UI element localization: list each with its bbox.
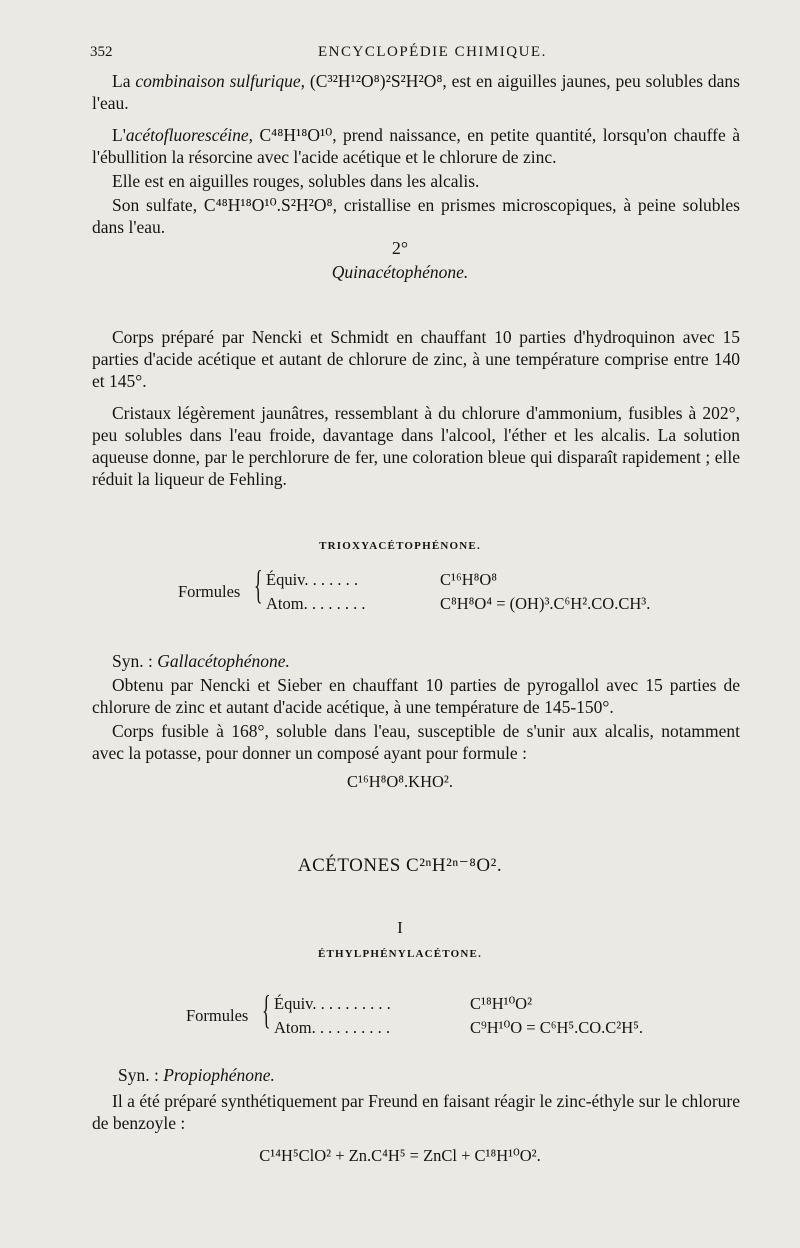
paragraph-trioxy-prep: Obtenu par Nencki et Sieber en chauffant 10 parties de pyrogallol avec 15 parties de chlorure de zinc et autant d'acide acétique, à une température de 145-150°. [92, 675, 740, 717]
section-number: 2° [391, 238, 409, 258]
paragraph-red-needles: Elle est en aiguilles rouges, solubles dans les alcalis. [112, 171, 480, 191]
reaction-equation: C¹⁴H⁵ClO² + Zn.C⁴H⁵ = ZnCl + C¹⁸H¹⁰O². [259, 1146, 541, 1165]
paragraph-freund-synthesis: Il a été préparé synthétiquement par Freund en faisant réagir le zinc-éthyle sur le chlorure de benzoyle : [92, 1091, 740, 1133]
paragraph-sulfuric-combination: La combinaison sulfurique, (C³²H¹²O⁸)²S²H²O⁸, est en aiguilles jaunes, peu solubles dans l'eau. [92, 71, 740, 113]
acetone-equiv-value: C¹⁸H¹⁰O² [470, 994, 533, 1013]
trioxy-atom-label: Atom. . . . . . . . [266, 594, 366, 613]
trioxy-title: TRIOXYACÉTOPHÉNONE. [319, 540, 481, 552]
acetone-synonym: Syn. : Propiophénone. [118, 1065, 275, 1085]
roman-numeral: I [397, 918, 403, 937]
trioxy-equiv-label: Équiv. . . . . . . [266, 570, 358, 589]
acetones-heading: ACÉTONES C²ⁿH²ⁿ⁻⁸O². [297, 855, 503, 876]
running-title: ENCYCLOPÉDIE CHIMIQUE. [318, 44, 547, 60]
trioxy-formulas-label: Formules [178, 582, 241, 601]
page-number: 352 [90, 44, 113, 60]
trioxy-potash-formula: C¹⁶H⁸O⁸.KHO². [347, 772, 453, 791]
paragraph-acetofluoresceine: L'acétofluorescéine, C⁴⁸H¹⁸O¹⁰, prend naissance, en petite quantité, lorsqu'on chauffe à l'ébullition la résorcine avec l'acide acétique et le chlorure de zinc. [92, 125, 740, 167]
trioxy-synonym: Syn. : Gallacétophénone. [112, 651, 290, 671]
paragraph-sulfate: Son sulfate, C⁴⁸H¹⁸O¹⁰.S²H²O⁸, cristallise en prismes microscopiques, à peine solubles dans l'eau. [92, 195, 740, 237]
brace-icon: { [254, 562, 263, 607]
acetone-atom-label: Atom. . . . . . . . . . [274, 1018, 390, 1037]
acetone-atom-value: C⁹H¹⁰O = C⁶H⁵.CO.C²H⁵. [470, 1018, 644, 1037]
acetone-formulas-label: Formules [186, 1006, 249, 1025]
ethylphenylacetone-title: ÉTHYLPHÉNYLACÉTONE. [317, 948, 483, 960]
brace-icon: { [262, 987, 271, 1032]
trioxy-equiv-value: C¹⁶H⁸O⁸ [440, 570, 498, 589]
paragraph-trioxy-props: Corps fusible à 168°, soluble dans l'eau, susceptible de s'unir aux alcalis, notamment avec la potasse, pour donner un composé ayant pour formule : [92, 721, 740, 763]
trioxy-atom-value: C⁸H⁸O⁴ = (OH)³.C⁶H².CO.CH³. [440, 594, 651, 613]
section-title: Quinacétophénone. [331, 262, 469, 282]
acetone-equiv-label: Équiv. . . . . . . . . . [274, 994, 391, 1013]
paragraph-quinacetophenone-prep: Corps préparé par Nencki et Schmidt en chauffant 10 parties d'hydroquinon avec 15 parties d'acide acétique et autant de chlorure de zinc, à une température comprise entre 140 et 145°. [92, 327, 740, 391]
paragraph-quinacetophenone-props: Cristaux légèrement jaunâtres, ressemblant à du chlorure d'ammonium, fusibles à 202°, peu solubles dans l'eau froide, davantage dans l'alcool, l'éther et les alcalis. La solution aqueuse donne, par le perchlorure de fer, une coloration bleue qui disparaît rapidement ; elle réduit la liqueur de Fehling. [92, 403, 740, 489]
